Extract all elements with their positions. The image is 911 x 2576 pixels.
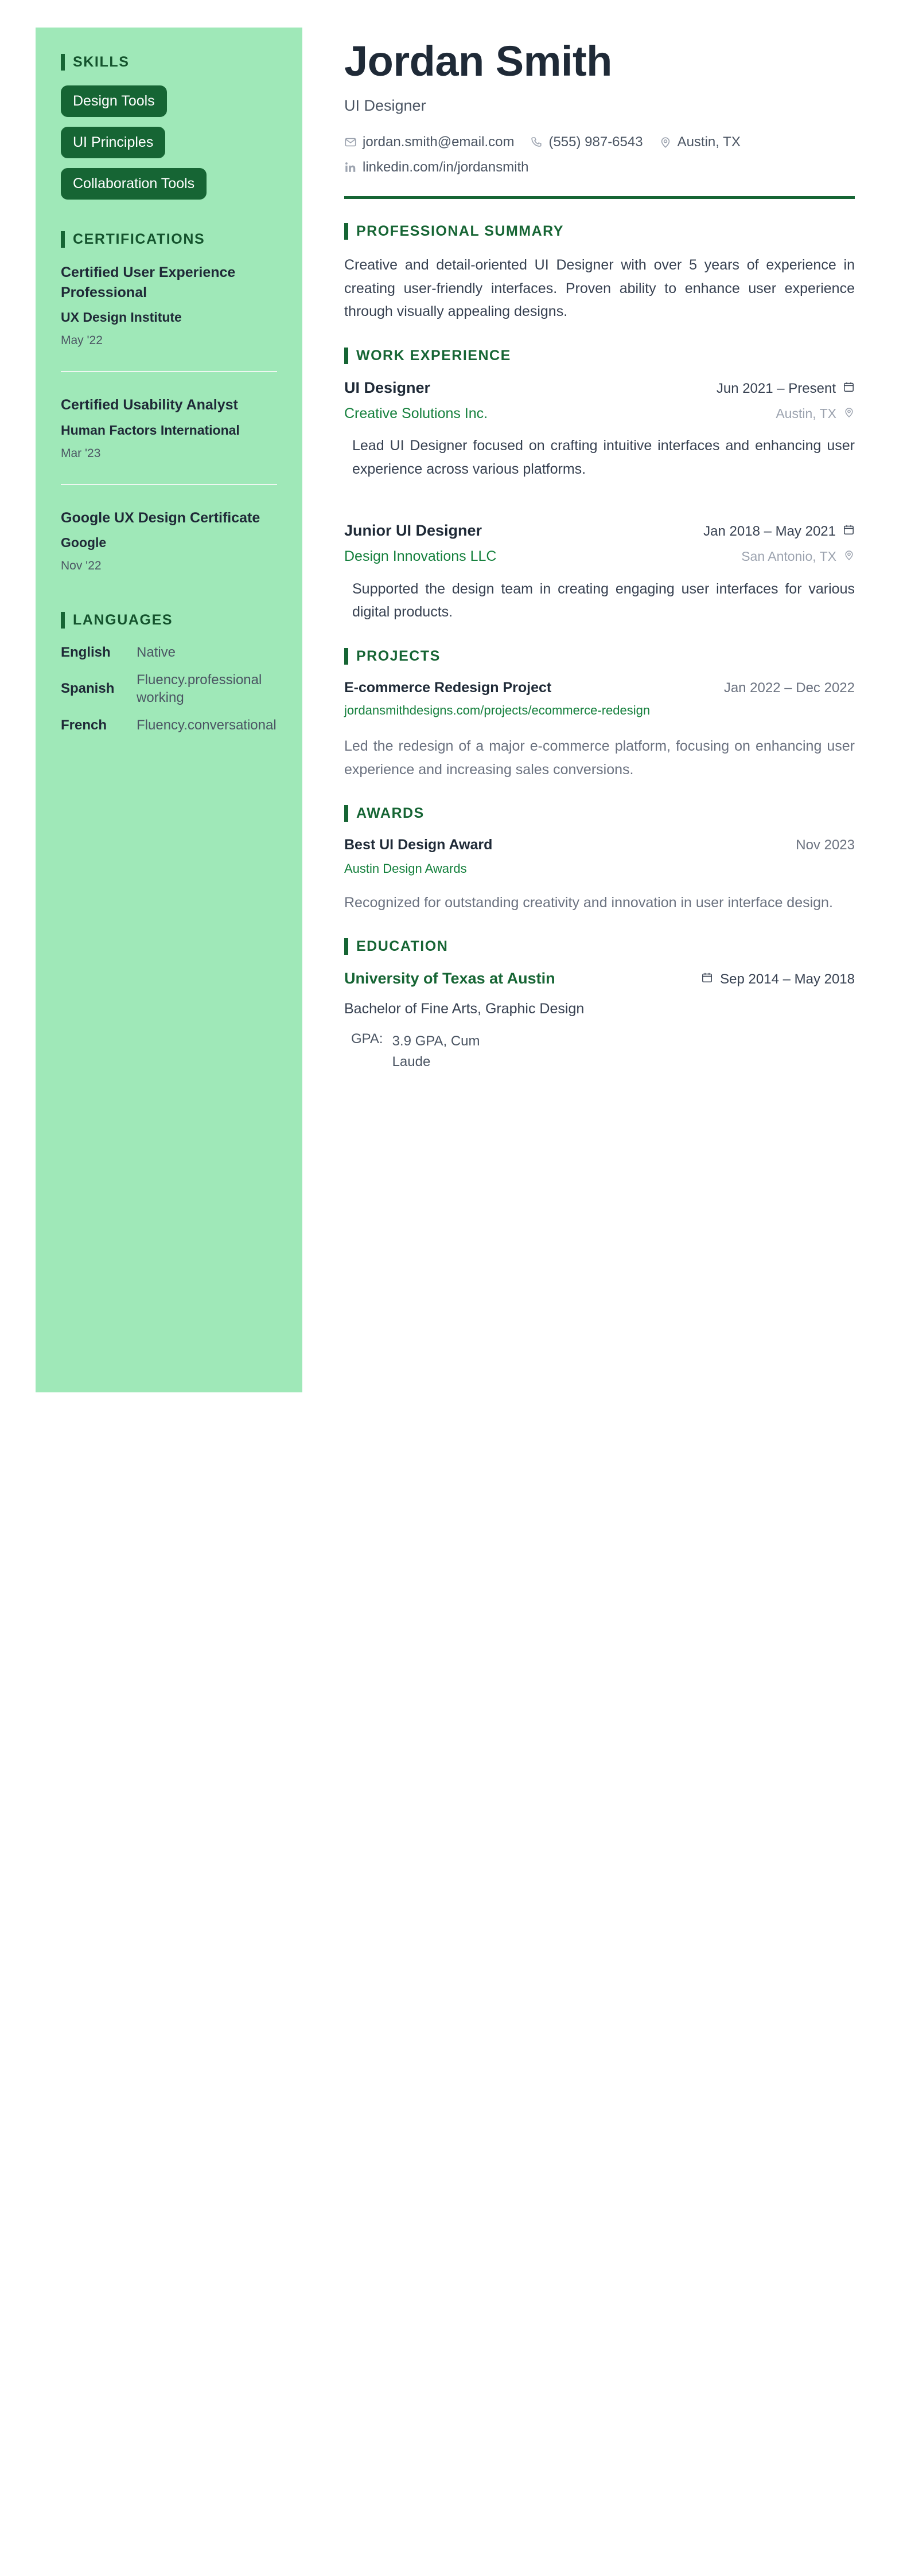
calendar-icon bbox=[701, 971, 713, 988]
linkedin-icon bbox=[344, 161, 357, 174]
heading-accent-bar bbox=[61, 612, 65, 629]
divider bbox=[61, 484, 277, 485]
section-label: WORK EXPERIENCE bbox=[356, 347, 511, 364]
work-date-range bbox=[703, 524, 855, 540]
contact-email-text: jordan.smith@email.com bbox=[363, 134, 515, 150]
work-date-text: Jun 2021 – Present bbox=[716, 380, 836, 396]
spacer bbox=[61, 597, 277, 612]
contact-phone-text: (555) 987-6543 bbox=[548, 134, 643, 150]
education-entry-header bbox=[344, 969, 855, 989]
education-gpa-label: GPA: bbox=[351, 1031, 383, 1047]
certification-name: Certified User Experience Professional bbox=[61, 264, 236, 300]
certification-org: Human Factors International bbox=[61, 422, 240, 438]
certification-item bbox=[61, 263, 277, 348]
project-title: E-commerce Redesign Project bbox=[344, 679, 552, 696]
award-date: Nov 2023 bbox=[796, 837, 855, 853]
certification-date: May '22 bbox=[61, 334, 103, 348]
work-entry-header bbox=[344, 378, 855, 398]
work-job-title: Junior UI Designer bbox=[344, 522, 482, 540]
languages-heading-label: LANGUAGES bbox=[73, 612, 173, 629]
language-name: English bbox=[61, 644, 111, 660]
section-heading-education bbox=[344, 938, 855, 955]
education-gpa bbox=[344, 1031, 855, 1072]
certification-date: Mar '23 bbox=[61, 446, 101, 460]
envelope-icon bbox=[344, 136, 357, 149]
heading-accent-bar bbox=[344, 223, 348, 240]
sidebar bbox=[36, 28, 302, 1392]
work-company: Creative Solutions Inc. bbox=[344, 405, 488, 421]
education-school: University of Texas at Austin bbox=[344, 970, 555, 988]
award-entry bbox=[344, 836, 855, 914]
contact-linkedin[interactable] bbox=[344, 159, 528, 175]
section-heading-projects bbox=[344, 648, 855, 665]
language-level: Fluency.conversational bbox=[137, 717, 277, 733]
location-pin-icon bbox=[659, 136, 672, 149]
certification-date: Nov '22 bbox=[61, 559, 102, 573]
work-description: Lead UI Designer focused on crafting intuitive interfaces and enhancing user experience across various platforms. bbox=[352, 438, 855, 477]
heading-accent-bar bbox=[344, 938, 348, 955]
skills-heading bbox=[61, 54, 277, 71]
work-location bbox=[741, 549, 855, 564]
project-date-range: Jan 2022 – Dec 2022 bbox=[723, 680, 855, 696]
work-entry-subheader bbox=[344, 547, 855, 566]
education-degree: Bachelor of Fine Arts, Graphic Design bbox=[344, 1000, 585, 1017]
education-date-text: Sep 2014 – May 2018 bbox=[720, 971, 855, 988]
work-date-text: Jan 2018 – May 2021 bbox=[703, 524, 836, 540]
skill-pill[interactable]: Collaboration Tools bbox=[61, 168, 207, 200]
language-level: Native bbox=[137, 645, 176, 661]
contact-row-secondary bbox=[344, 159, 855, 175]
award-entry-header bbox=[344, 836, 855, 854]
phone-icon bbox=[530, 136, 543, 149]
work-entry bbox=[344, 378, 855, 481]
candidate-role: UI Designer bbox=[344, 97, 426, 114]
section-heading-work-experience bbox=[344, 348, 855, 364]
languages-heading bbox=[61, 612, 277, 629]
skills-list bbox=[61, 85, 277, 200]
section-label: PROFESSIONAL SUMMARY bbox=[356, 223, 564, 239]
section-heading-professional-summary bbox=[344, 223, 855, 240]
certification-org: Google bbox=[61, 535, 107, 551]
spacer bbox=[61, 209, 277, 231]
spacer bbox=[61, 575, 277, 597]
header-divider bbox=[344, 196, 855, 199]
contact-row-primary bbox=[344, 134, 855, 150]
award-title: Best UI Design Award bbox=[344, 837, 493, 853]
contact-location bbox=[659, 134, 741, 150]
award-organization: Austin Design Awards bbox=[344, 861, 467, 876]
contact-email[interactable] bbox=[344, 134, 514, 150]
work-entry bbox=[344, 521, 855, 624]
certifications-heading bbox=[61, 231, 277, 248]
language-item bbox=[61, 716, 277, 735]
project-entry bbox=[344, 678, 855, 782]
section-label: AWARDS bbox=[356, 805, 425, 822]
heading-accent-bar bbox=[344, 648, 348, 665]
work-company: Design Innovations LLC bbox=[344, 548, 497, 565]
calendar-icon bbox=[843, 524, 855, 540]
contact-linkedin-text: linkedin.com/in/jordansmith bbox=[363, 159, 529, 175]
language-name: French bbox=[61, 717, 107, 733]
skills-heading-label: SKILLS bbox=[73, 54, 130, 70]
contact-phone[interactable] bbox=[530, 134, 643, 150]
certification-name: Google UX Design Certificate bbox=[61, 509, 260, 526]
skill-pill[interactable]: UI Principles bbox=[61, 127, 165, 158]
language-name: Spanish bbox=[61, 681, 115, 697]
language-item bbox=[61, 671, 277, 707]
education-entry bbox=[344, 969, 855, 1072]
work-date-range bbox=[717, 381, 855, 397]
spacer bbox=[344, 491, 855, 521]
project-description: Led the redesign of a major e-commerce platform, focusing on enhancing user experience and increasing sales conversions. bbox=[344, 738, 855, 778]
skill-pill[interactable]: Design Tools bbox=[61, 85, 167, 117]
work-entry-header bbox=[344, 521, 855, 541]
section-heading-awards bbox=[344, 805, 855, 822]
certification-item bbox=[61, 508, 277, 573]
project-url[interactable]: jordansmithdesigns.com/projects/ecommerce-redesign bbox=[344, 703, 651, 718]
heading-accent-bar bbox=[61, 231, 65, 248]
work-location bbox=[776, 406, 855, 421]
heading-accent-bar bbox=[344, 348, 348, 364]
project-entry-header bbox=[344, 678, 855, 697]
certifications-heading-label: CERTIFICATIONS bbox=[73, 231, 205, 247]
calendar-icon bbox=[843, 381, 855, 397]
location-pin-icon bbox=[843, 549, 855, 564]
certification-item bbox=[61, 395, 277, 460]
language-level: Fluency.professional working bbox=[137, 672, 262, 706]
location-pin-icon bbox=[843, 406, 855, 421]
work-location-text: San Antonio, TX bbox=[741, 549, 836, 564]
candidate-name: Jordan Smith bbox=[344, 37, 612, 85]
education-gpa-value: 3.9 GPA, Cum Laude bbox=[392, 1033, 480, 1070]
work-job-title: UI Designer bbox=[344, 378, 431, 396]
work-description: Supported the design team in creating engaging user interfaces for various digital products. bbox=[352, 580, 855, 620]
divider bbox=[61, 371, 277, 372]
heading-accent-bar bbox=[61, 54, 65, 71]
heading-accent-bar bbox=[344, 805, 348, 822]
certification-org: UX Design Institute bbox=[61, 310, 182, 325]
contact-location-text: Austin, TX bbox=[677, 134, 741, 150]
section-label: EDUCATION bbox=[356, 938, 449, 955]
main-content bbox=[344, 37, 855, 1083]
award-description: Recognized for outstanding creativity and innovation in user interface design. bbox=[344, 894, 833, 911]
section-label: PROJECTS bbox=[356, 647, 441, 664]
certification-name: Certified Usability Analyst bbox=[61, 397, 238, 413]
work-entry-subheader bbox=[344, 404, 855, 423]
work-location-text: Austin, TX bbox=[776, 405, 836, 421]
education-date-range bbox=[701, 971, 855, 988]
professional-summary-text: Creative and detail-oriented UI Designer with over 5 years of experience in creating user-friendly interfaces. Proven ability to enhance user experience through visually appealing designs. bbox=[344, 257, 855, 319]
language-item bbox=[61, 643, 277, 662]
